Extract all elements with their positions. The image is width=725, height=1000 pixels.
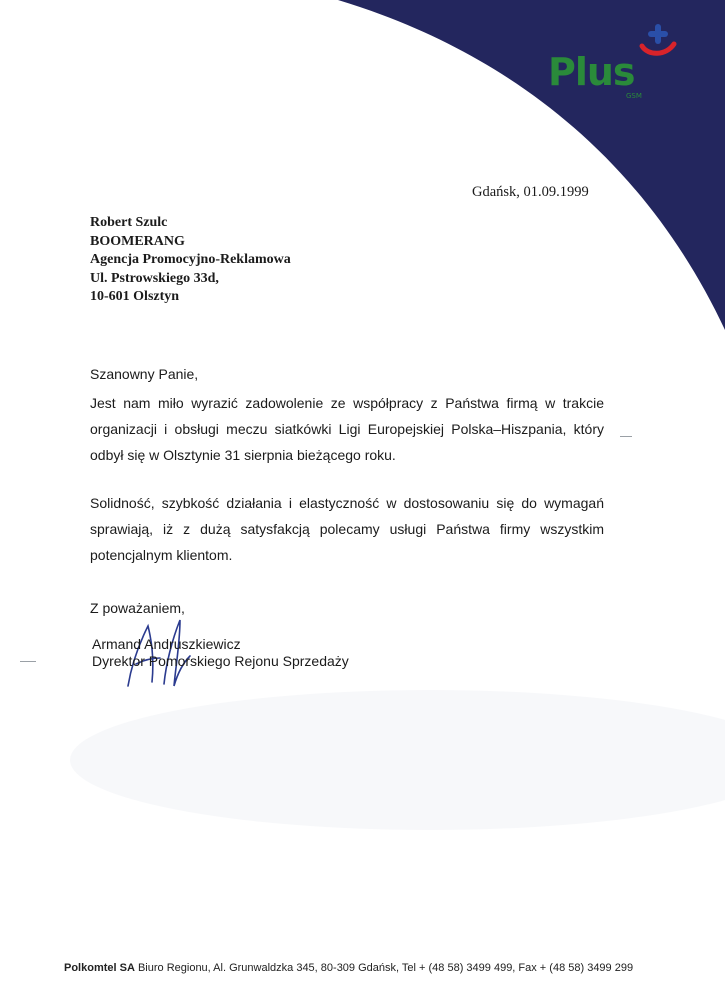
letter-date: Gdańsk, 01.09.1999 (472, 184, 589, 200)
closing: Z poważaniem, (90, 600, 185, 616)
recipient-company: BOOMERANG (90, 233, 185, 249)
signer-block (92, 636, 349, 670)
fold-mark (620, 436, 632, 437)
signer-title: Dyrektor Pomorskiego Rejonu Sprzedaży (92, 653, 349, 669)
greeting: Szanowny Panie, (90, 366, 199, 382)
body-paragraph-1: Jest nam miło wyrazić zadowolenie ze współpracy z Państwa firmą w trakcie organizacji i obsługi meczu siatkówki Ligi Europejskiej Polska–Hiszpania, który odbył się w Olsztynie 31 sierpnia bieżącego roku. (90, 395, 604, 463)
recipient-street: Ul. Pstrowskiego 33d, (90, 270, 219, 286)
letterhead-footer (64, 962, 633, 974)
recipient-company-type: Agencja Promocyjno-Reklamowa (90, 252, 291, 267)
recipient-address (90, 214, 291, 307)
recipient-name: Robert Szulc (90, 215, 168, 230)
plus-logo-text: Plus (548, 50, 635, 94)
recipient-city: 10-601 Olsztyn (90, 289, 180, 304)
signer-name: Armand Andruszkiewicz (92, 636, 241, 652)
gsm-logo-text: GSM (626, 92, 642, 100)
plus-logo-mark-icon (638, 22, 678, 62)
footer-company: Polkomtel SA (64, 962, 135, 974)
footer-details: Biuro Regionu, Al. Grunwaldzka 345, 80-309 Gdańsk, Tel + (48 58) 3499 499, Fax + (48 58) 3499 299 (134, 962, 634, 974)
body-paragraph-2: Solidność, szybkość działania i elastyczność w dostosowaniu się do wymagań sprawiają, iż z dużą satysfakcją polecamy usługi Państwa firmy wszystkim potencjalnym klientom. (90, 495, 604, 563)
fold-mark (20, 661, 36, 662)
